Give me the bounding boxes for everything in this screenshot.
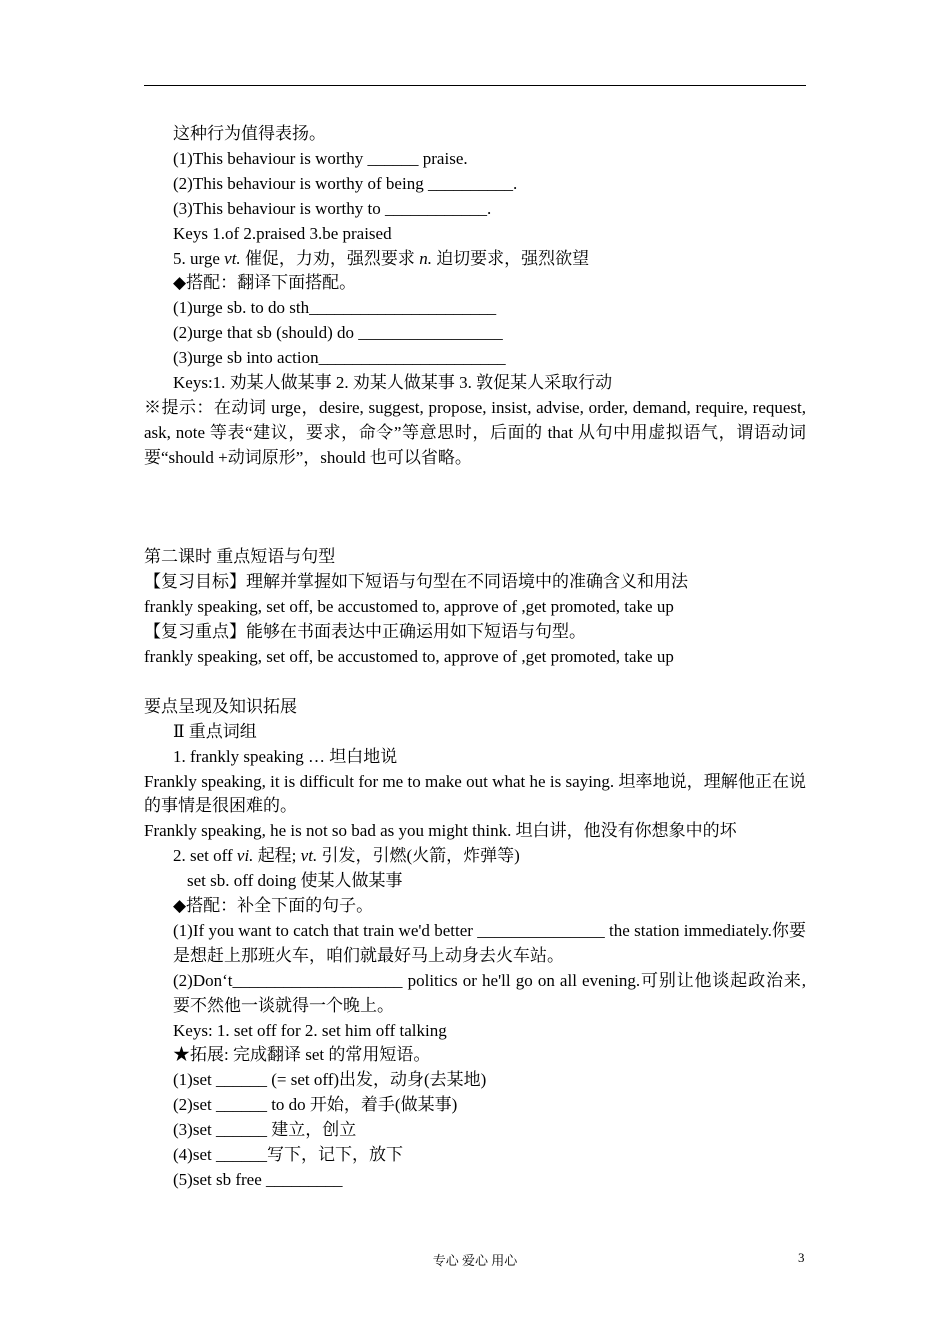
header-rule [144, 85, 806, 86]
exercise-question: (2)Don‘t____________________ politics or he'll go on all evening.可别让他谈起政治来, 要不然他一谈就得一个晚上。 [173, 970, 806, 1015]
text-line: (2)urge that sb (should) do _________________ [173, 323, 503, 343]
keys-line: Keys: 1. set off for 2. set him off talking [173, 1020, 447, 1040]
text-line: (3)set ______ 建立，创立 [173, 1120, 357, 1140]
tip-paragraph: ※提示：在动词 urge，desire, suggest, propose, insist, advise, order, demand, require, request, ask, note 等表“建议，要求，命令”等意思时，后面的 that 从句中用虚拟语气，谓语动词要“should +动词原形”，should 也可以省略。 [144, 397, 806, 467]
urge-definition: 5. urge vt. 催促，力劝，强烈要求 n. 迫切要求，强烈欲望 [173, 248, 590, 268]
text-line: (3)urge sb into action______________________ [173, 348, 506, 368]
text-line: (1)set ______ (= set off)出发，动身(去某地) [173, 1070, 487, 1090]
text-line: ★拓展: 完成翻译 set 的常用短语。 [173, 1045, 431, 1065]
text-line: ◆搭配：补全下面的句子。 [173, 896, 374, 916]
text-line: (4)set ______写下，记下，放下 [173, 1145, 403, 1165]
lesson-title: 第二课时 重点短语与句型 [144, 547, 336, 567]
subsection-title: Ⅱ 重点词组 [173, 721, 257, 741]
phrase-item: 1. frankly speaking … 坦白地说 [173, 746, 398, 766]
page-number: 3 [798, 1250, 805, 1265]
text-line: (2)This behaviour is worthy of being __________. [173, 173, 518, 193]
phrase-list: frankly speaking, set off, be accustomed to, approve of ,get promoted, take up [144, 597, 674, 617]
text-line: 这种行为值得表扬。 [173, 124, 326, 143]
example-sentence: Frankly speaking, it is difficult for me to make out what he is saying. 坦率地说，理解他正在说的事情是很困难的。 [144, 771, 806, 816]
exercise-question: (1)If you want to catch that train we'd better _______________ the station immediately.你要是想赶上那班火车，咱们就最好马上动身去火车站。 [173, 920, 806, 965]
keys-line: Keys 1.of 2.praised 3.be praised [173, 223, 392, 243]
example-sentence: Frankly speaking, he is not so bad as you might think. 坦白讲，他没有你想象中的坏 [144, 821, 737, 841]
text-line: (2)set ______ to do 开始，着手(做某事) [173, 1095, 458, 1115]
keys-line: Keys:1. 劝某人做某事 2. 劝某人做某事 3. 敦促某人采取行动 [173, 373, 613, 393]
section-title: 要点呈现及知识拓展 [144, 696, 297, 716]
text-line: ◆搭配：翻译下面搭配。 [173, 273, 357, 293]
footer-motto: 专心 爱心 用心 [432, 1253, 518, 1268]
phrase-list: frankly speaking, set off, be accustomed to, approve of ,get promoted, take up [144, 646, 674, 666]
text-line: (5)set sb free _________ [173, 1170, 343, 1189]
phrase-sub-item: set sb. off doing 使某人做某事 [187, 871, 403, 891]
text-line: (1)urge sb. to do sth______________________ [173, 298, 497, 318]
phrase-item: 2. set off vi. 起程; vt. 引发，引燃(火箭，炸弹等) [173, 846, 520, 866]
text-line: (1)This behaviour is worthy ______ praise. [173, 148, 468, 168]
text-line: (3)This behaviour is worthy to ____________. [173, 198, 492, 218]
review-goal: 【复习目标】理解并掌握如下短语与句型在不同语境中的准确含义和用法 [144, 572, 688, 592]
review-focus: 【复习重点】能够在书面表达中正确运用如下短语与句型。 [144, 622, 586, 642]
document-body [144, 122, 806, 1193]
